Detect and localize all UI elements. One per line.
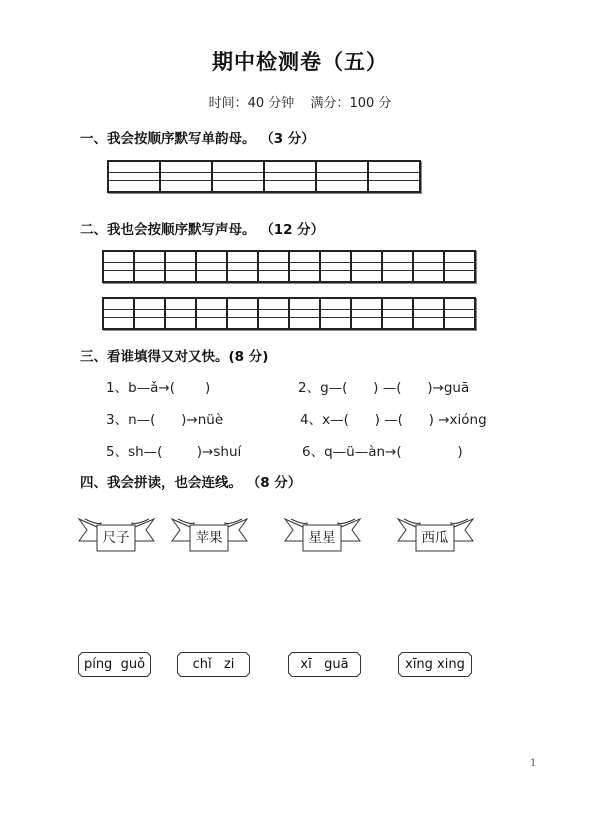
vowel-writing-grid[interactable] xyxy=(107,160,421,193)
grid-cell[interactable] xyxy=(321,299,352,328)
grid-cell[interactable] xyxy=(135,252,166,281)
pinyin-box-1[interactable] xyxy=(78,652,151,677)
grid-cell[interactable] xyxy=(445,299,474,328)
grid-cell[interactable] xyxy=(352,299,383,328)
page-title: 期中检测卷（五） xyxy=(212,50,388,74)
full-score: 满分：100 分 xyxy=(310,96,392,111)
question-1[interactable]: 1、b—ǎ→( ) xyxy=(106,380,211,396)
grid-cell[interactable] xyxy=(414,252,445,281)
initials-writing-grid-1[interactable] xyxy=(102,250,476,283)
grid-cell[interactable] xyxy=(228,299,259,328)
question-4[interactable]: 4、x—( ) —( ) →xióng xyxy=(300,412,487,428)
section-4-heading: 四、我会拼读，也会连线。 （8 分） xyxy=(80,475,302,491)
section-2-heading: 二、我也会按顺序默写声母。 （12 分） xyxy=(80,222,325,238)
grid-cell[interactable] xyxy=(369,162,419,191)
grid-cell[interactable] xyxy=(166,299,197,328)
time-limit: 时间：40 分钟 xyxy=(208,96,295,111)
grid-cell[interactable] xyxy=(228,252,259,281)
grid-cell[interactable] xyxy=(259,299,290,328)
word-label: 西瓜 xyxy=(421,530,449,546)
word-label: 星星 xyxy=(308,530,336,546)
page-number: 1 xyxy=(530,758,537,769)
grid-cell[interactable] xyxy=(166,252,197,281)
word-banner-1[interactable] xyxy=(77,513,157,553)
grid-cell[interactable] xyxy=(259,252,290,281)
word-label: 苹果 xyxy=(195,530,223,546)
grid-cell[interactable] xyxy=(104,299,135,328)
grid-cell[interactable] xyxy=(383,299,414,328)
word-label: 尺子 xyxy=(102,530,130,546)
pinyin-box-4[interactable] xyxy=(398,652,472,677)
grid-cell[interactable] xyxy=(383,252,414,281)
grid-cell[interactable] xyxy=(197,252,228,281)
pinyin-label: xīng xing xyxy=(405,657,465,672)
section-1-heading: 一、我会按顺序默写单韵母。 （3 分） xyxy=(80,131,315,147)
word-banner-2[interactable] xyxy=(170,513,250,553)
grid-cell[interactable] xyxy=(317,162,369,191)
grid-cell[interactable] xyxy=(352,252,383,281)
exam-info xyxy=(0,92,600,111)
grid-cell[interactable] xyxy=(104,252,135,281)
question-2[interactable]: 2、g—( ) —( )→guā xyxy=(298,380,470,396)
question-5[interactable]: 5、sh—( )→shuí xyxy=(106,444,242,460)
grid-cell[interactable] xyxy=(290,299,321,328)
question-3[interactable]: 3、n—( )→nüè xyxy=(106,412,224,428)
grid-cell[interactable] xyxy=(321,252,352,281)
grid-cell[interactable] xyxy=(109,162,161,191)
initials-writing-grid-2[interactable] xyxy=(102,297,476,330)
grid-cell[interactable] xyxy=(265,162,317,191)
pinyin-label: xī guā xyxy=(300,657,349,672)
word-banner-3[interactable] xyxy=(283,513,363,553)
question-6[interactable]: 6、q—ü—àn→( ) xyxy=(302,444,463,460)
grid-cell[interactable] xyxy=(445,252,474,281)
grid-cell[interactable] xyxy=(197,299,228,328)
pinyin-box-3[interactable] xyxy=(288,652,361,677)
grid-cell[interactable] xyxy=(213,162,265,191)
grid-cell[interactable] xyxy=(290,252,321,281)
word-banner-4[interactable] xyxy=(396,513,476,553)
pinyin-label: píng guǒ xyxy=(83,657,146,672)
grid-cell[interactable] xyxy=(414,299,445,328)
grid-cell[interactable] xyxy=(161,162,213,191)
pinyin-box-2[interactable] xyxy=(177,652,250,677)
pinyin-label: chǐ zi xyxy=(192,657,235,672)
section-3-heading: 三、看谁填得又对又快。(8 分) xyxy=(80,349,269,365)
grid-cell[interactable] xyxy=(135,299,166,328)
